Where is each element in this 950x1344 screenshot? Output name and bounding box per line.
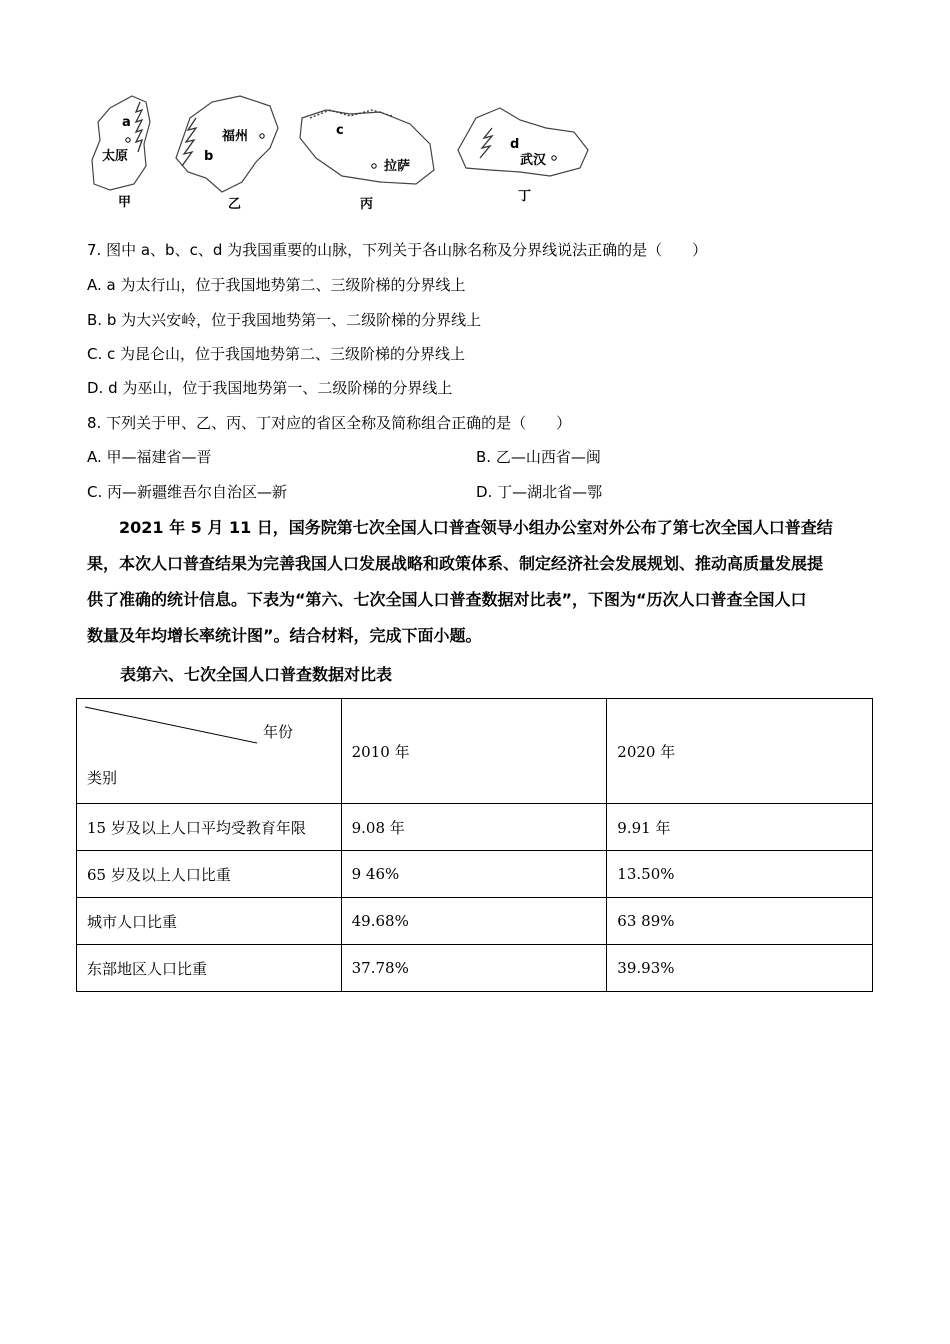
question-8-option-d [476,482,602,502]
option-text: b 为大兴安岭，位于我国地势第一、二级阶梯的分界线上 [106,311,482,329]
question-7-text: 图中 a、b、c、d 为我国重要的山脉，下列关于各山脉名称及分界线说法正确的是（ ） [106,241,708,259]
option-key: B. [87,311,103,329]
cell-2020: 9.91 年 [607,804,873,851]
option-text: 甲—福建省—晋 [106,448,212,466]
passage-line: 供了准确的统计信息。下表为“第六、七次全国人口普查数据对比表”，下图为“历次人口普查全国人口 [87,590,807,609]
question-7-option-b [87,310,481,330]
map-yi-label: 乙 [228,197,242,212]
option-key: A. [87,276,102,294]
question-7-option-d [87,378,452,398]
option-text: 丁—湖北省—鄂 [497,483,603,501]
option-text: c 为昆仑山，位于我国地势第二、三级阶梯的分界线上 [107,345,466,363]
table-caption: 表第六、七次全国人口普查数据对比表 [120,665,393,684]
table-header-row [77,699,873,804]
question-8-number: 8. [87,414,102,432]
map-bing-label: 丙 [360,197,374,212]
option-key: D. [476,483,493,501]
option-key: A. [87,448,102,466]
option-text: d 为巫山，位于我国地势第一、二级阶梯的分界线上 [108,379,453,397]
question-8-option-c [87,482,287,502]
option-key: D. [87,379,104,397]
province-maps-svg [80,88,600,216]
passage-line: 2021 年 5 月 11 日，国务院第七次全国人口普查领导小组办公室对外公布了第七次全国人口普查结 [119,518,833,537]
map-ding-mountain: d [510,137,520,152]
question-7-option-a [87,275,466,295]
question-7-stem [87,240,707,260]
map-yi-city: 福州 [222,129,249,144]
map-jia [92,96,150,210]
cell-2020: 13.50% [607,851,873,898]
table-row [77,945,873,992]
map-yi [176,96,278,212]
cell-2020: 63 89% [607,898,873,945]
row-label: 城市人口比重 [77,898,342,945]
table-row [77,851,873,898]
map-ding-label: 丁 [518,189,532,204]
option-key: B. [476,448,492,466]
corner-year-label: 年份 [263,723,294,741]
map-yi-mountain: b [204,149,214,164]
question-8-text: 下列关于甲、乙、丙、丁对应的省区全称及简称组合正确的是（ ） [106,414,572,432]
map-jia-city: 太原 [102,149,129,164]
column-header-2020: 2020 年 [607,699,873,804]
province-maps-figure [80,88,600,216]
cell-2010: 9.08 年 [341,804,607,851]
map-ding [458,108,588,204]
map-jia-mountain: a [122,115,131,130]
cell-2010: 49.68% [341,898,607,945]
table-row [77,898,873,945]
row-label: 65 岁及以上人口比重 [77,851,342,898]
map-bing-mountain: c [336,123,344,138]
table-corner-cell [77,699,342,804]
option-text: 乙—山西省—闽 [495,448,601,466]
option-key: C. [87,345,103,363]
cell-2020: 39.93% [607,945,873,992]
question-7-option-c [87,344,465,364]
table-row [77,804,873,851]
row-label: 东部地区人口比重 [77,945,342,992]
question-8-option-b [476,447,601,467]
passage-line: 果，本次人口普查结果为完善我国人口发展战略和政策体系、制定经济社会发展规划、推动高质量发展提 [87,554,824,573]
map-bing-city: 拉萨 [384,159,411,174]
corner-category-label: 类别 [87,769,118,787]
question-8-option-a [87,447,212,467]
row-label: 15 岁及以上人口平均受教育年限 [77,804,342,851]
column-header-2010: 2010 年 [341,699,607,804]
map-jia-label: 甲 [118,195,132,210]
cell-2010: 37.78% [341,945,607,992]
map-ding-city: 武汉 [520,153,547,168]
option-key: C. [87,483,103,501]
question-7-number: 7. [87,241,102,259]
passage-line: 数量及年均增长率统计图”。结合材料，完成下面小题。 [87,626,482,645]
option-text: a 为太行山，位于我国地势第二、三级阶梯的分界线上 [106,276,466,294]
passage [87,510,867,654]
option-text: 丙—新疆维吾尔自治区—新 [107,483,288,501]
cell-2010: 9 46% [341,851,607,898]
map-bing [300,110,434,212]
question-8-stem [87,413,571,433]
census-comparison-table [76,698,873,992]
